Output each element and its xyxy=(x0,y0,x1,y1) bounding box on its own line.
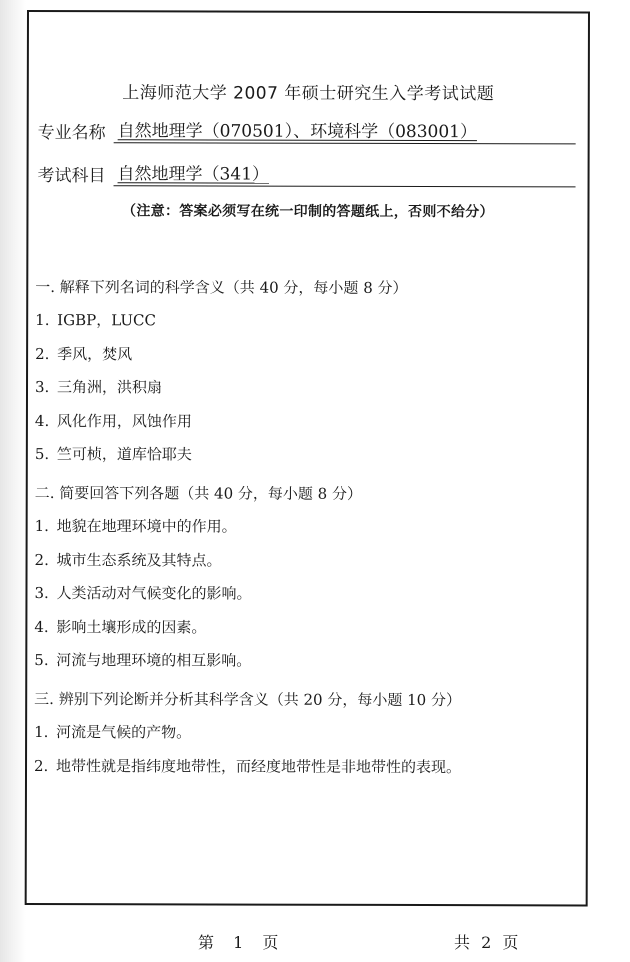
section-heading: 一. 解释下列名词的科学含义（共 40 分，每小题 8 分） xyxy=(35,278,408,297)
question-text: 河流与地理环境的相互影响。 xyxy=(56,651,252,670)
subject-value-line xyxy=(114,159,576,187)
major-value-line xyxy=(114,116,576,144)
subject-label: 考试科目 xyxy=(37,166,106,187)
question-item xyxy=(35,405,577,440)
section-heading: 二. 简要回答下列各题（共 40 分，每小题 8 分） xyxy=(34,484,363,503)
subject-value: 自然地理学（341） xyxy=(117,164,270,185)
question-number: 1. xyxy=(35,311,50,330)
question-text: 竺可桢，道库恰耶夫 xyxy=(56,445,192,464)
question-item xyxy=(35,544,577,579)
section-3 xyxy=(34,682,576,784)
section-heading: 三. 辨别下列论断并分析其科学含义（共 20 分，每小题 10 分） xyxy=(34,690,462,710)
question-text: IGBP，LUCC xyxy=(57,311,156,330)
question-text: 地貌在地理环境中的作用。 xyxy=(56,517,237,536)
question-item xyxy=(34,644,576,679)
question-item xyxy=(34,716,576,751)
question-number: 1. xyxy=(34,723,49,742)
section-2 xyxy=(34,476,577,679)
major-field xyxy=(38,116,576,144)
major-label: 专业名称 xyxy=(37,123,106,144)
question-text: 风化作用，风蚀作用 xyxy=(56,411,192,430)
question-number: 2. xyxy=(33,756,49,775)
question-item xyxy=(34,577,576,612)
question-number: 3. xyxy=(34,378,50,397)
exam-title: 上海师范大学 2007 年硕士研究生入学考试试题 xyxy=(122,83,495,105)
section-1 xyxy=(35,270,578,473)
question-item xyxy=(34,611,576,646)
exam-page-frame xyxy=(25,10,590,906)
question-number: 4. xyxy=(34,617,49,636)
question-number: 2. xyxy=(35,344,50,363)
question-item xyxy=(35,371,577,406)
question-number: 3. xyxy=(34,584,49,603)
page-total: 共 2 页 xyxy=(454,933,521,952)
question-item xyxy=(34,750,576,785)
question-text: 地带性就是指纬度地带性，而经度地带性是非地带性的表现。 xyxy=(55,756,462,776)
question-number: 4. xyxy=(34,411,50,430)
question-text: 季风，焚风 xyxy=(57,344,133,363)
subject-field xyxy=(38,159,576,187)
question-number: 5. xyxy=(34,445,50,464)
question-item xyxy=(35,304,577,339)
major-value: 自然地理学（070501）、环境科学（083001） xyxy=(117,121,478,143)
answer-notice: （注意：答案必须写在统一印制的答题纸上，否则不给分） xyxy=(122,203,494,221)
page-number: 第 1 页 xyxy=(198,933,281,952)
question-number: 5. xyxy=(34,651,49,670)
question-item xyxy=(35,510,577,545)
question-text: 影响土壤形成的因素。 xyxy=(56,617,207,636)
question-item xyxy=(35,338,577,373)
question-text: 河流是气候的产物。 xyxy=(56,723,192,742)
question-text: 城市生态系统及其特点。 xyxy=(56,550,222,570)
question-text: 人类活动对气候变化的影响。 xyxy=(56,584,252,603)
question-text: 三角洲，洪积扇 xyxy=(56,378,163,397)
question-number: 2. xyxy=(34,550,49,569)
question-number: 1. xyxy=(34,517,49,536)
question-item xyxy=(35,438,577,473)
